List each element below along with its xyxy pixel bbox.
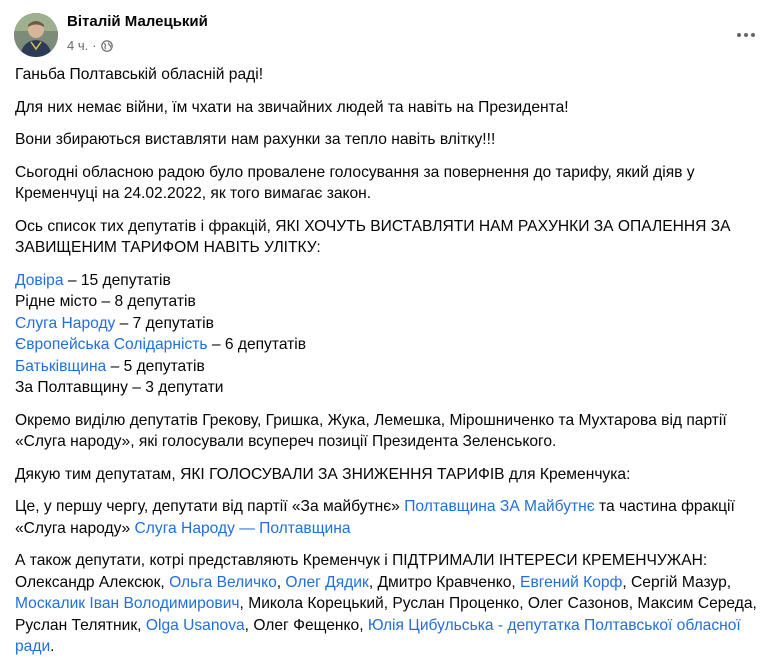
paragraph-1: Ганьба Полтавській обласній раді! xyxy=(15,66,264,83)
post-header xyxy=(14,11,764,59)
more-options-icon[interactable] xyxy=(728,17,764,53)
faction-link[interactable]: Батьківщина xyxy=(15,357,107,375)
paragraph-9: А також депутати, котрі представляють Кременчук і ПІДТРИМАЛИ ІНТЕРЕСИ КРЕМЕНЧУЖАН: Олександр Алексюк, Ольга Величко, Олег Дядик, Дмитро Кравченко, Евгений Корф, Сергій Мазур, Москалик Іван Володимирович, Микола Корецький, Руслан Проценко, Олег Сазонов, Максим Середа, Руслан Телятник, Olga Usanova, Олег Фещенко, Юлія Цибульська - депутатка Полтавської обласної ради. xyxy=(15,552,757,655)
paragraph-3: Вони збираються виставляти нам рахунки за тепло навіть влітку!!! xyxy=(15,131,496,148)
meta-separator: · xyxy=(92,38,97,53)
paragraph-7: Дякую тим депутатам, ЯКІ ГОЛОСУВАЛИ ЗА ЗНИЖЕННЯ ТАРИФІВ для Кременчука: xyxy=(15,465,631,483)
person-link[interactable]: Olga Usanova xyxy=(145,616,245,634)
faction-name: За Полтавщину xyxy=(15,379,128,396)
post-time[interactable]: 4 ч. xyxy=(67,38,89,53)
list-item: За Полтавщину – 3 депутати xyxy=(15,379,224,396)
paragraph-5: Ось список тих депутатів і фракцій, ЯКІ ХОЧУТЬ ВИСТАВЛЯТИ НАМ РАХУНКИ ЗА ОПАЛЕННЯ ЗА ЗАВИЩЕНИМ ТАРИФОМ НАВІТЬ УЛІТКУ: xyxy=(15,217,731,256)
post-body xyxy=(15,64,764,669)
person-link[interactable]: Юлія Цибульська - депутатка Полтавської обласної ради xyxy=(15,616,741,655)
globe-icon[interactable] xyxy=(101,40,113,52)
faction-link[interactable]: Слуга Народу xyxy=(15,314,116,332)
page-link[interactable]: Слуга Народу — Полтавщина xyxy=(134,519,351,537)
author-name[interactable]: Віталій Малецький xyxy=(67,13,208,30)
list-item: Європейська Солідарність – 6 депутатів xyxy=(15,336,307,353)
list-item: Слуга Народу – 7 депутатів xyxy=(15,314,214,332)
faction-link[interactable]: Довіра xyxy=(15,271,64,289)
person-link[interactable]: Ольга Величко xyxy=(169,573,277,591)
person-link[interactable]: Москалик Іван Володимирович xyxy=(15,595,240,612)
faction-name: Рідне місто xyxy=(15,293,98,310)
paragraph-4: Сьогодні обласною радою було провалене голосування за повернення до тарифу, який діяв у Кременчуці на 24.02.2022, як того вимагає закон. xyxy=(15,163,695,202)
page-link[interactable]: Полтавщина ЗА Майбутнє xyxy=(404,498,595,515)
faction-link[interactable]: Європейська Солідарність xyxy=(15,336,208,353)
paragraph-6: Окремо виділю депутатів Грекову, Гришка, Жука, Лемешка, Мірошниченко та Мухтарова від партії «Слуга народу», які голосували всупереч позиції Президента Зеленського. xyxy=(15,411,727,450)
person-link[interactable]: Евгений Корф xyxy=(520,573,623,591)
person-link[interactable]: Олег Дядик xyxy=(285,573,369,591)
list-item: Батьківщина – 5 депутатів xyxy=(15,357,205,375)
paragraph-8: Це, у першу чергу, депутати від партії «За майбутнє» Полтавщина ЗА Майбутнє та частина фракції «Слуга народу» Слуга Народу — Полтавщина xyxy=(15,498,735,537)
post-meta xyxy=(67,38,113,53)
paragraph-2: Для них немає війни, їм чхати на звичайних людей та навіть на Президента! xyxy=(15,98,569,116)
list-item: Рідне місто – 8 депутатів xyxy=(15,293,196,310)
list-item: Довіра – 15 депутатів xyxy=(15,271,171,289)
avatar[interactable] xyxy=(14,13,58,57)
faction-list xyxy=(15,270,764,399)
